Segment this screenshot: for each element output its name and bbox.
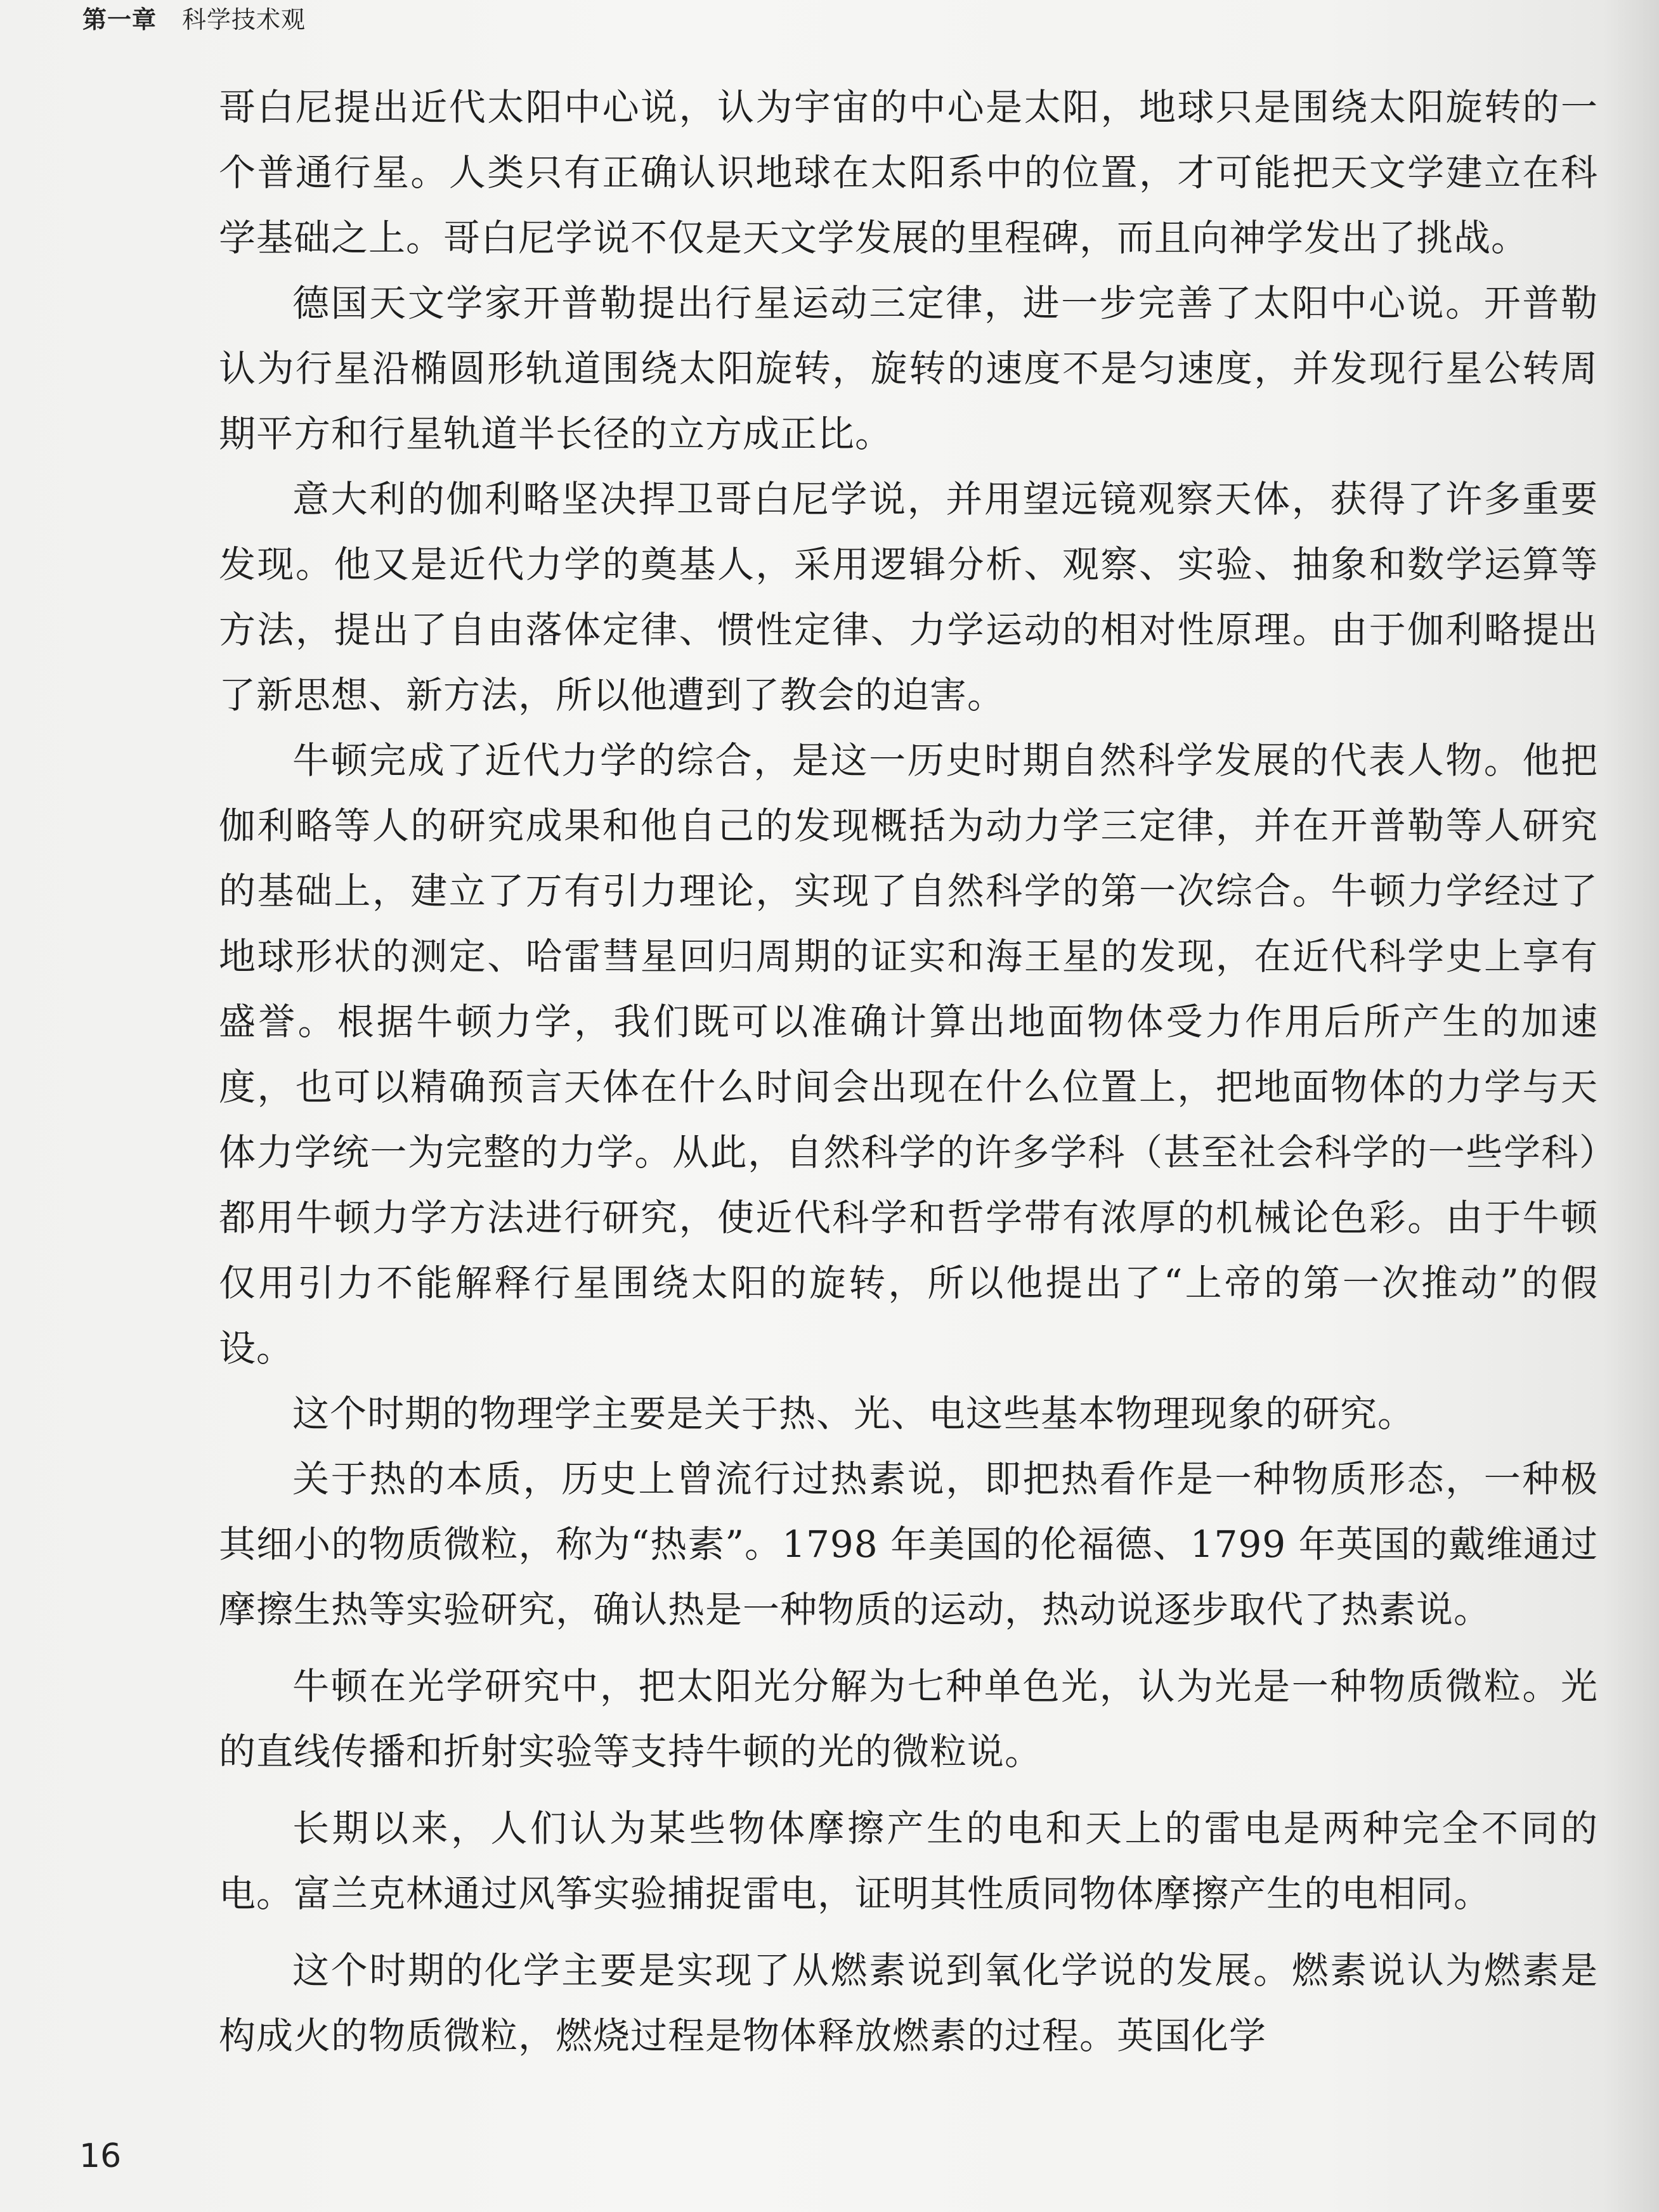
paragraph-copernicus: 哥白尼提出近代太阳中心说，认为宇宙的中心是太阳，地球只是围绕太阳旋转的一个普通行星。人类只有正确认识地球在太阳系中的位置，才可能把天文学建立在科学基础之上。哥白尼学说不仅是天文学发展的里程碑，而且向神学发出了挑战。 bbox=[219, 86, 1598, 259]
paragraph-heat: 关于热的本质，历史上曾流行过热素说，即把热看作是一种物质形态，一种极其细小的物质微粒，称为“热素”。1798 年美国的伦福德、1799 年英国的戴维通过摩擦生热等实验研究，确认热是一种物质的运动，热动说逐步取代了热素说。 bbox=[219, 1457, 1598, 1631]
paragraph-newton: 牛顿完成了近代力学的综合，是这一历史时期自然科学发展的代表人物。他把伽利略等人的研究成果和他自己的发现概括为动力学三定律，并在开普勒等人研究的基础上，建立了万有引力理论，实现了自然科学的第一次综合。牛顿力学经过了地球形状的测定、哈雷彗星回归周期的证实和海王星的发现，在近代科学史上享有盛誉。根据牛顿力学，我们既可以准确计算出地面物体受力作用后所产生的加速度，也可以精确预言天体在什么时间会出现在什么位置上，把地面物体的力学与天体力学统一为完整的力学。从此，自然科学的许多学科（甚至社会科学的一些学科）都用牛顿力学方法进行研究，使近代科学和哲学带有浓厚的机械论色彩。由于牛顿仅用引力不能解释行星围绕太阳的旋转，所以他提出了“上帝的第一次推动”的假设。 bbox=[219, 739, 1598, 1370]
paragraph-light: 牛顿在光学研究中，把太阳光分解为七种单色光，认为光是一种物质微粒。光的直线传播和折射实验等支持牛顿的光的微粒说。 bbox=[219, 1665, 1598, 1773]
chapter-label: 第一章 bbox=[82, 6, 157, 34]
running-header bbox=[82, 0, 306, 35]
paragraph-chemistry: 这个时期的化学主要是实现了从燃素说到氧化学说的发展。燃素说认为燃素是构成火的物质微粒，燃烧过程是物体释放燃素的过程。英国化学 bbox=[219, 1949, 1598, 2057]
page-body bbox=[219, 75, 1598, 2069]
paragraph-electricity: 长期以来，人们认为某些物体摩擦产生的电和天上的雷电是两种完全不同的电。富兰克林通过风筝实验捕捉雷电，证明其性质同物体摩擦产生的电相同。 bbox=[219, 1807, 1598, 1915]
paragraph-kepler: 德国天文学家开普勒提出行星运动三定律，进一步完善了太阳中心说。开普勒认为行星沿椭圆形轨道围绕太阳旋转，旋转的速度不是匀速度，并发现行星公转周期平方和行星轨道半长径的立方成正比。 bbox=[219, 282, 1598, 455]
chapter-title: 科学技术观 bbox=[182, 6, 306, 34]
page-number: 16 bbox=[79, 2137, 122, 2175]
paragraph-galileo: 意大利的伽利略坚决捍卫哥白尼学说，并用望远镜观察天体，获得了许多重要发现。他又是近代力学的奠基人，采用逻辑分析、观察、实验、抽象和数学运算等方法，提出了自由落体定律、惯性定律、力学运动的相对性原理。由于伽利略提出了新思想、新方法，所以他遭到了教会的迫害。 bbox=[219, 478, 1598, 717]
page-curl-shadow bbox=[1602, 0, 1659, 2212]
paragraph-physics-overview: 这个时期的物理学主要是关于热、光、电这些基本物理现象的研究。 bbox=[292, 1392, 1415, 1435]
